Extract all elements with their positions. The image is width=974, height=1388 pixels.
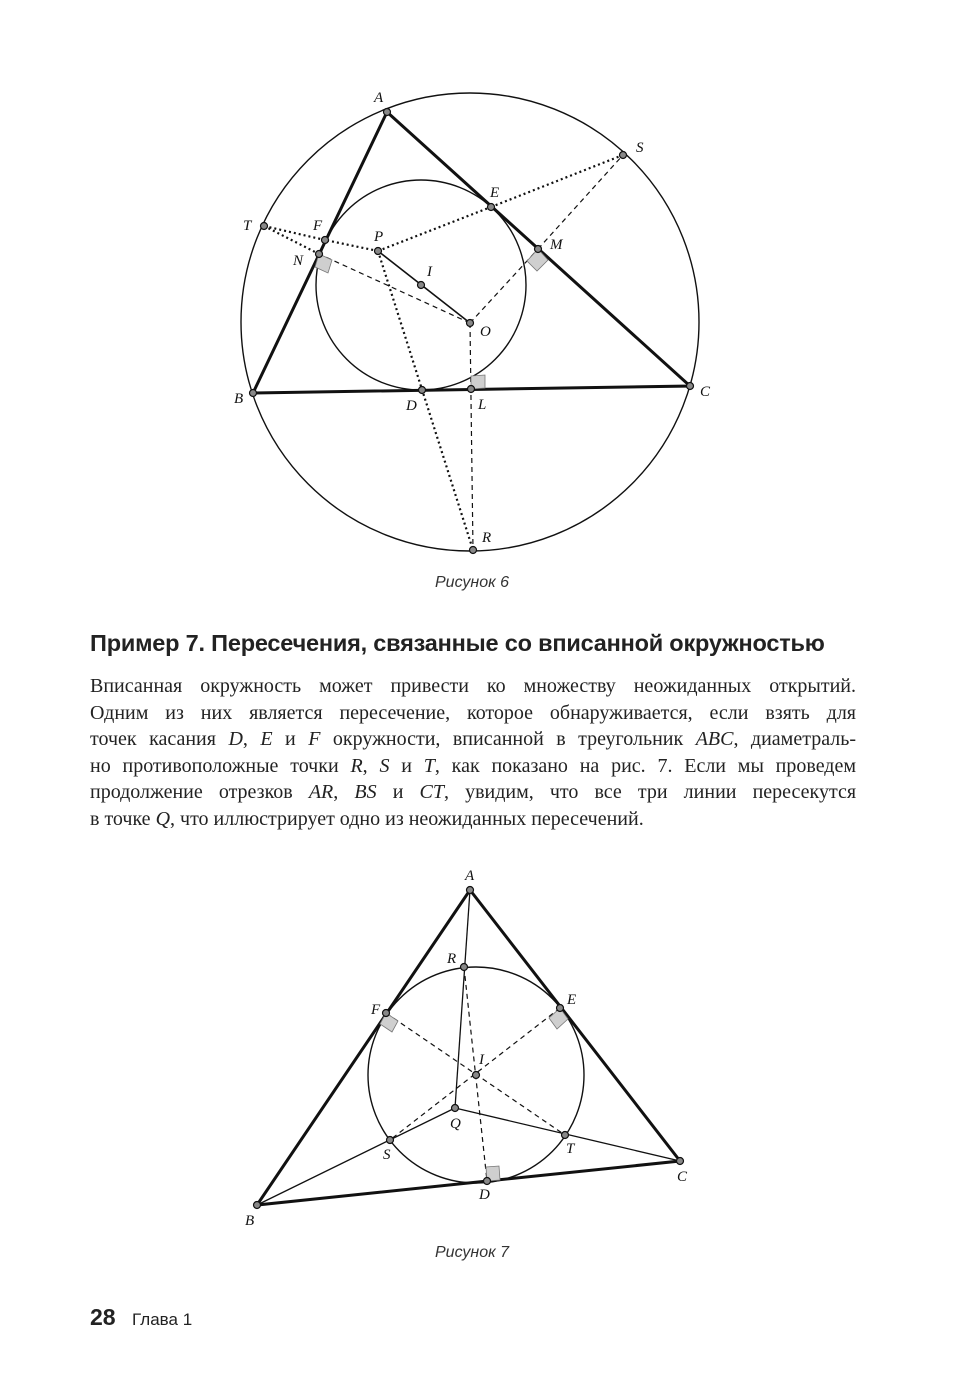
section-heading: Пример 7. Пересечения, связанные со вписанной окружностью — [90, 630, 825, 656]
label-f: F — [313, 218, 323, 234]
right-angle-mark — [380, 1013, 398, 1032]
label-c: C — [677, 1169, 688, 1185]
triangle-abc — [257, 890, 680, 1205]
figure-7-caption: Рисунок 7 — [435, 1244, 509, 1261]
label-i: I — [479, 1052, 484, 1068]
paragraph-line: точек касания D, E и F окружности, вписанной в треугольник ABC, диаметраль- — [90, 728, 857, 750]
paragraph-line: продолжение отрезков AR, BS и CT, увидим, что все три линии пересекутся — [90, 781, 857, 803]
figure-6-caption: Рисунок 6 — [435, 574, 509, 591]
label-p: P — [374, 229, 384, 245]
label-t: T — [243, 218, 252, 234]
label-b: B — [234, 391, 244, 407]
paragraph-line: Вписанная окружность может привести ко множеству неожиданных открытий. — [90, 675, 856, 697]
page-number: 28 — [90, 1304, 116, 1330]
label-c: C — [700, 384, 711, 400]
label-m: M — [550, 237, 563, 253]
label-a: A — [374, 90, 384, 106]
label-l: L — [478, 397, 487, 413]
label-s: S — [383, 1147, 391, 1163]
paragraph-line: Одним из них является пересечение, которое обнаруживается, если взять для — [90, 701, 856, 724]
label-n: N — [293, 253, 304, 269]
paragraph-line: но противоположные точки R, S и T, как показано на рис. 7. Если мы проведем — [90, 754, 857, 777]
page-footer — [90, 1304, 192, 1331]
label-i: I — [427, 264, 432, 280]
label-d: D — [406, 398, 417, 414]
label-a: A — [465, 868, 475, 884]
label-s: S — [636, 140, 644, 156]
label-f: F — [371, 1002, 381, 1018]
label-e: E — [567, 992, 577, 1008]
label-t: T — [566, 1141, 575, 1157]
label-q: Q — [450, 1116, 461, 1132]
label-r: R — [482, 530, 492, 546]
figure-7-diagram — [0, 860, 974, 1240]
label-b: B — [245, 1213, 255, 1229]
section-paragraph — [90, 673, 856, 832]
chapter-title: Глава 1 — [132, 1310, 193, 1329]
paragraph-line: в точке Q, что иллюстрирует одно из неожиданных пересечений. — [90, 807, 644, 830]
label-e: E — [490, 185, 500, 201]
label-o: O — [480, 324, 491, 340]
label-r: R — [447, 951, 457, 967]
figure-6-diagram — [0, 80, 974, 570]
label-d: D — [479, 1187, 490, 1203]
